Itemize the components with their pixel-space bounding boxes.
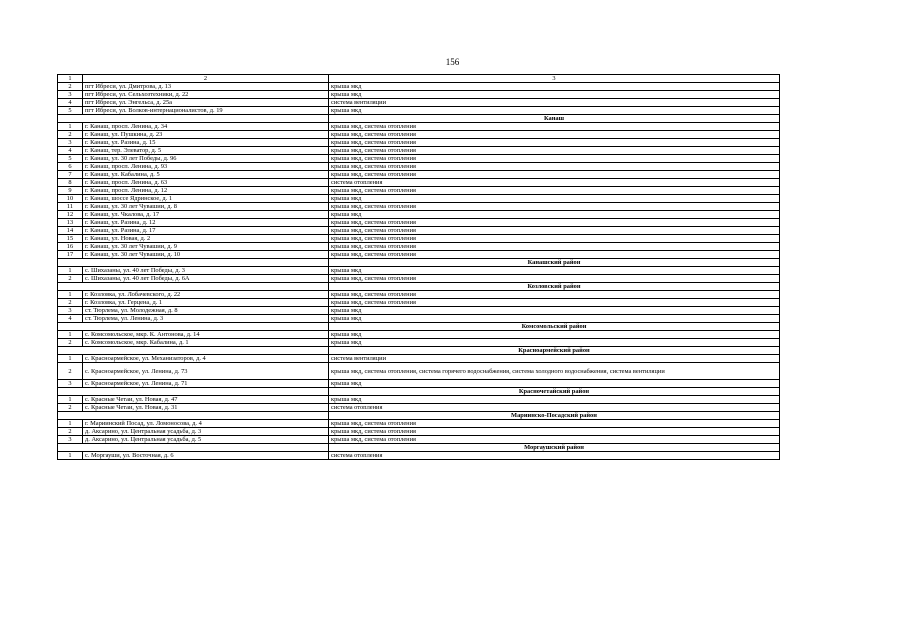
- table-row: [58, 251, 780, 259]
- row-number: 4: [58, 99, 83, 107]
- row-works: крыша мкд, система отопления: [329, 155, 780, 163]
- region-title: Комсомольский район: [329, 323, 780, 331]
- table-row: [58, 331, 780, 339]
- table-row: [58, 195, 780, 203]
- table-row: [58, 219, 780, 227]
- table-row: [58, 452, 780, 460]
- table-row: [58, 131, 780, 139]
- row-number: 12: [58, 211, 83, 219]
- row-number: 2: [58, 83, 83, 91]
- row-works: крыша мкд: [329, 107, 780, 115]
- row-address: ст. Тюрлема, ул. Ленина, д. 3: [83, 315, 329, 323]
- region-header-row: [58, 283, 780, 291]
- row-number: 16: [58, 243, 83, 251]
- row-address: пгт Ибреси, ул. Дмитрова, д. 13: [83, 83, 329, 91]
- objects-table-body: [58, 75, 780, 460]
- row-works: крыша мкд, система отопления: [329, 131, 780, 139]
- table-row: [58, 211, 780, 219]
- row-works: крыша мкд, система отопления: [329, 227, 780, 235]
- table-row: [58, 147, 780, 155]
- region-header-row: [58, 412, 780, 420]
- row-works: крыша мкд, система отопления: [329, 219, 780, 227]
- row-works: крыша мкд, система отопления: [329, 187, 780, 195]
- row-address: г. Канаш, ул. Разина, д. 15: [83, 139, 329, 147]
- row-works: крыша мкд, система отопления: [329, 123, 780, 131]
- row-number: 1: [58, 291, 83, 299]
- row-number: 9: [58, 187, 83, 195]
- region-blank-cell: [58, 115, 329, 123]
- row-address: с. Комсомольское, мкр. Кабалина, д. 1: [83, 339, 329, 347]
- row-number: 5: [58, 107, 83, 115]
- table-row: [58, 179, 780, 187]
- row-works: крыша мкд, система отопления: [329, 171, 780, 179]
- table-row: [58, 227, 780, 235]
- row-works: крыша мкд, система отопления: [329, 291, 780, 299]
- row-works: крыша мкд: [329, 339, 780, 347]
- row-works: система вентиляции: [329, 99, 780, 107]
- row-number: 1: [58, 267, 83, 275]
- table-row: [58, 299, 780, 307]
- row-works: крыша мкд: [329, 380, 780, 388]
- table-row: [58, 404, 780, 412]
- row-address: г. Канаш, ул. Кабалина, д. 5: [83, 171, 329, 179]
- table-row: [58, 171, 780, 179]
- row-number: 10: [58, 195, 83, 203]
- row-works: крыша мкд: [329, 211, 780, 219]
- objects-table: [57, 74, 780, 460]
- row-works: крыша мкд: [329, 267, 780, 275]
- table-row: [58, 275, 780, 283]
- row-number: 1: [58, 331, 83, 339]
- row-number: 2: [58, 299, 83, 307]
- region-header-row: [58, 115, 780, 123]
- row-works: крыша мкд, система отопления: [329, 299, 780, 307]
- row-address: с. Красноармейское, ул. Механизаторов, д. 4: [83, 355, 329, 363]
- region-header-row: [58, 323, 780, 331]
- table-row: [58, 315, 780, 323]
- table-row: [58, 436, 780, 444]
- row-number: 15: [58, 235, 83, 243]
- row-number: 3: [58, 436, 83, 444]
- row-address: г. Козловка, ул. Герцена, д. 1: [83, 299, 329, 307]
- region-title: Козловский район: [329, 283, 780, 291]
- row-address: г. Канаш, тер. Элеватор, д. 5: [83, 147, 329, 155]
- row-number: 1: [58, 355, 83, 363]
- region-blank-cell: [58, 412, 329, 420]
- row-address: с. Красные Четаи, ул. Новая, д. 31: [83, 404, 329, 412]
- table-row: [58, 187, 780, 195]
- region-header-row: [58, 347, 780, 355]
- row-number: 2: [58, 131, 83, 139]
- table-row: [58, 339, 780, 347]
- row-number: 8: [58, 179, 83, 187]
- table-row: [58, 107, 780, 115]
- row-works: крыша мкд, система отопления: [329, 147, 780, 155]
- row-address: г. Канаш, ул. 30 лет Чувашии, д. 9: [83, 243, 329, 251]
- row-number: 4: [58, 315, 83, 323]
- row-works: крыша мкд, система отопления: [329, 243, 780, 251]
- table-row: [58, 83, 780, 91]
- table-row: [58, 307, 780, 315]
- table-header-row: [58, 75, 780, 83]
- row-works: крыша мкд: [329, 331, 780, 339]
- region-header-row: [58, 388, 780, 396]
- row-address: г. Канаш, просп. Ленина, д. 12: [83, 187, 329, 195]
- region-blank-cell: [58, 388, 329, 396]
- row-address: г. Канаш, ул. 30 лет Победы, д. 96: [83, 155, 329, 163]
- row-number: 3: [58, 91, 83, 99]
- page-number: 156: [445, 57, 460, 67]
- row-number: 1: [58, 420, 83, 428]
- table-row: [58, 267, 780, 275]
- row-works: система отопления: [329, 452, 780, 460]
- table-row: [58, 291, 780, 299]
- row-address: с. Моргауши, ул. Восточная, д. 6: [83, 452, 329, 460]
- row-address: г. Канаш, ул. Разина, д. 12: [83, 219, 329, 227]
- row-works: крыша мкд: [329, 195, 780, 203]
- row-number: 17: [58, 251, 83, 259]
- row-works: крыша мкд: [329, 91, 780, 99]
- table-row: [58, 203, 780, 211]
- table-row: [58, 235, 780, 243]
- row-address: с. Красноармейское, ул. Ленина, д. 71: [83, 380, 329, 388]
- region-header-row: [58, 259, 780, 267]
- region-title: Красночетайский район: [329, 388, 780, 396]
- row-address: с. Шихазаны, ул. 40 лет Победы, д. 6А: [83, 275, 329, 283]
- region-blank-cell: [58, 323, 329, 331]
- region-blank-cell: [58, 283, 329, 291]
- row-works: крыша мкд, система отопления: [329, 428, 780, 436]
- row-works: система вентиляции: [329, 355, 780, 363]
- region-blank-cell: [58, 347, 329, 355]
- table-row: [58, 428, 780, 436]
- row-number: 14: [58, 227, 83, 235]
- row-works: крыша мкд, система отопления: [329, 275, 780, 283]
- table-row: [58, 420, 780, 428]
- row-works: крыша мкд, система отопления: [329, 420, 780, 428]
- row-number: 3: [58, 139, 83, 147]
- row-address: г. Козловка, ул. Лобачевского, д. 22: [83, 291, 329, 299]
- row-number: 3: [58, 380, 83, 388]
- region-title: Мариинско-Посадский район: [329, 412, 780, 420]
- row-address: пгт Ибреси, ул. Волков-интернационалистов, д. 19: [83, 107, 329, 115]
- row-address: с. Красные Четаи, ул. Новая, д. 47: [83, 396, 329, 404]
- row-number: 2: [58, 339, 83, 347]
- table-row: [58, 363, 780, 380]
- row-works: крыша мкд, система отопления: [329, 203, 780, 211]
- row-address: д. Аксарино, ул. Центральная усадьба, д. 5: [83, 436, 329, 444]
- row-works: крыша мкд: [329, 396, 780, 404]
- row-number: 13: [58, 219, 83, 227]
- row-works: крыша мкд: [329, 307, 780, 315]
- row-number: 2: [58, 275, 83, 283]
- row-works: крыша мкд, система отопления: [329, 163, 780, 171]
- table-row: [58, 163, 780, 171]
- row-works: крыша мкд, система отопления: [329, 436, 780, 444]
- row-address: с. Шихазаны, ул. 40 лет Победы, д. 3: [83, 267, 329, 275]
- table-row: [58, 243, 780, 251]
- row-address: г. Канаш, ул. Новая, д. 2: [83, 235, 329, 243]
- table-row: [58, 380, 780, 388]
- row-address: с. Комсомольское, мкр. К. Антонова, д. 14: [83, 331, 329, 339]
- table-row: [58, 155, 780, 163]
- row-works: крыша мкд: [329, 315, 780, 323]
- region-blank-cell: [58, 444, 329, 452]
- row-address: г. Канаш, просп. Ленина, д. 63: [83, 179, 329, 187]
- column-header-number: 1: [58, 75, 83, 83]
- row-address: с. Красноармейское, ул. Ленина, д. 73: [83, 363, 329, 380]
- table-row: [58, 123, 780, 131]
- row-number: 11: [58, 203, 83, 211]
- row-number: 2: [58, 428, 83, 436]
- row-number: 3: [58, 307, 83, 315]
- row-address: г. Канаш, ул. Разина, д. 17: [83, 227, 329, 235]
- row-address: г. Канаш, ул. 30 лет Чувашии, д. 10: [83, 251, 329, 259]
- row-address: г. Канаш, ул. Пушкина, д. 23: [83, 131, 329, 139]
- row-address: г. Канаш, просп. Ленина, д. 34: [83, 123, 329, 131]
- row-number: 6: [58, 163, 83, 171]
- table-row: [58, 355, 780, 363]
- row-address: г. Мариинский Посад, ул. Ломоносова, д. 4: [83, 420, 329, 428]
- row-works: крыша мкд: [329, 83, 780, 91]
- row-works: крыша мкд, система отопления: [329, 139, 780, 147]
- table-row: [58, 139, 780, 147]
- column-header-address: 2: [83, 75, 329, 83]
- row-works: крыша мкд, система отопления: [329, 251, 780, 259]
- row-works: крыша мкд, система отопления, система горячего водоснабжения, система холодного водоснабжения, система вентиляции: [329, 363, 780, 380]
- row-number: 4: [58, 147, 83, 155]
- row-number: 1: [58, 396, 83, 404]
- row-works: крыша мкд, система отопления: [329, 235, 780, 243]
- row-address: г. Канаш, просп. Ленина, д. 93: [83, 163, 329, 171]
- row-address: г. Канаш, шоссе Ядринское, д. 1: [83, 195, 329, 203]
- table-row: [58, 396, 780, 404]
- region-title: Канаш: [329, 115, 780, 123]
- row-address: г. Канаш, ул. 30 лет Чувашии, д. 8: [83, 203, 329, 211]
- row-number: 2: [58, 363, 83, 380]
- row-works: система отопления: [329, 179, 780, 187]
- row-address: пгт Ибреси, ул. Сельхозтехники, д. 22: [83, 91, 329, 99]
- row-number: 1: [58, 452, 83, 460]
- row-number: 5: [58, 155, 83, 163]
- row-address: пгт Ибреси, ул. Энгельса, д. 25а: [83, 99, 329, 107]
- row-address: д. Аксарино, ул. Центральная усадьба, д. 3: [83, 428, 329, 436]
- column-header-works: 3: [329, 75, 780, 83]
- region-title: Моргаушский район: [329, 444, 780, 452]
- region-blank-cell: [58, 259, 329, 267]
- table-row: [58, 99, 780, 107]
- row-number: 1: [58, 123, 83, 131]
- table-row: [58, 91, 780, 99]
- region-title: Канашский район: [329, 259, 780, 267]
- row-number: 2: [58, 404, 83, 412]
- region-title: Красноармейский район: [329, 347, 780, 355]
- row-works: система отопления: [329, 404, 780, 412]
- row-address: г. Канаш, ул. Чкалова, д. 17: [83, 211, 329, 219]
- row-number: 7: [58, 171, 83, 179]
- row-address: ст. Тюрлема, ул. Молодежная, д. 8: [83, 307, 329, 315]
- region-header-row: [58, 444, 780, 452]
